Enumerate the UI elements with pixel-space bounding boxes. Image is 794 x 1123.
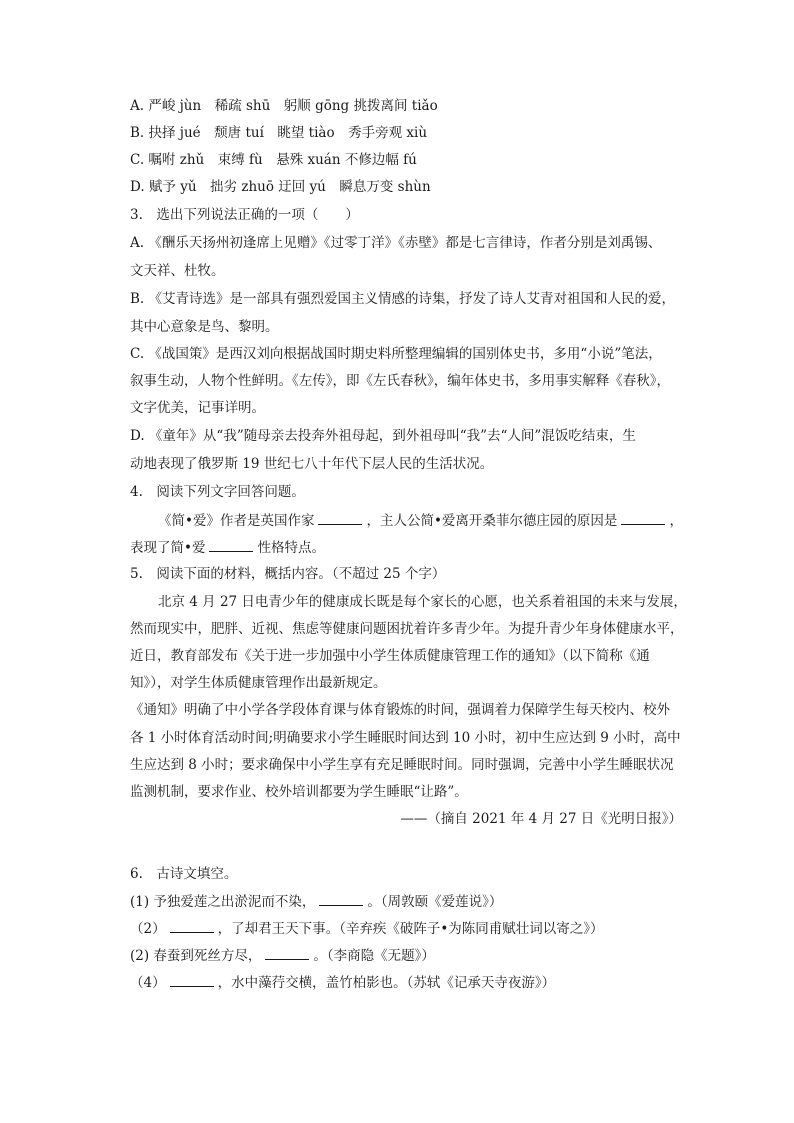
q5-stem: 5. 阅读下面的材料，概括内容。（不超过 25 个字） xyxy=(130,566,446,582)
q5-paragraph-line: 监测机制，要求作业、校外培训都要为学生睡眠“让路”。 xyxy=(130,784,468,800)
q2-option-d: D. 赋予 yǔ 拙劣 zhuō 迂回 yú 瞬息万变 shùn xyxy=(130,179,431,195)
q3-line: B. 《艾青诗选》是一部具有强烈爱国主义情感的诗集，抒发了诗人艾青对祖国和人民的爱， xyxy=(130,291,676,307)
q4-text: 《简•爱》作者是英国作家 xyxy=(158,513,315,529)
answer-blank[interactable] xyxy=(265,945,309,960)
q3-line: 其中心意象是鸟、黎明。 xyxy=(130,319,279,335)
q5-paragraph-line: 各 1 小时体育活动时间;明确要求小学生睡眠时间达到 10 小时，初中生应达到 9 小时，高中 xyxy=(130,730,681,746)
q5-paragraph-line: 然而现实中，肥胖、近视、焦虑等健康问题困扰着许多青少年。为提升青少年身体健康水平， xyxy=(130,621,684,637)
q6-item-1 xyxy=(130,891,502,912)
q6-text: (2) 春蚕到死丝方尽， xyxy=(130,948,262,964)
q3-stem: 3. 选出下列说法正确的一项（ ） xyxy=(130,207,359,223)
answer-blank[interactable] xyxy=(621,510,665,525)
q4-text: ， xyxy=(669,513,683,529)
q5-paragraph-line: 近日，教育部发布《关于进一步加强中小学生体质健康管理工作的通知》（以下简称《通 xyxy=(130,648,650,664)
answer-blank[interactable] xyxy=(170,972,214,987)
q3-line: A. 《酬乐天扬州初逢席上见赠》《过零丁洋》《赤壁》都是七言律诗，作者分别是刘禹锡、 xyxy=(130,235,662,251)
answer-blank[interactable] xyxy=(318,510,362,525)
q3-line: 叙事生动，人物个性鲜明。《左传》，即《左氏春秋》，编年体史书，多用事实解释《春秋》， xyxy=(130,373,670,389)
answer-blank[interactable] xyxy=(170,918,214,933)
answer-blank[interactable] xyxy=(319,891,363,906)
answer-blank[interactable] xyxy=(209,537,253,552)
q6-stem: 6. 古诗文填空。 xyxy=(130,866,238,882)
q6-text: （2） xyxy=(130,921,166,937)
q3-line: 文天祥、杜牧。 xyxy=(130,263,225,279)
q6-text: ，水中藻荇交横，盖竹柏影也。（苏轼《记承天寺夜游》） xyxy=(217,975,556,991)
q2-option-c: C. 嘱咐 zhǔ 束缚 fù 悬殊 xuán 不修边幅 fú xyxy=(130,152,417,168)
q3-line: 文字优美，记事详明。 xyxy=(130,400,265,416)
q4-text: 性格特点。 xyxy=(257,540,325,556)
q4-stem: 4. 阅读下列文字回答问题。 xyxy=(130,484,305,500)
q6-text: （4） xyxy=(130,975,166,991)
q6-text: 。（李商隐《无题》） xyxy=(313,948,435,964)
q3-line: C. 《战国策》是西汉刘向根据战国时期史料所整理编辑的国别体史书，多用“小说”笔法， xyxy=(130,346,662,362)
q5-paragraph-line: 知》），对学生体质健康管理作出最新规定。 xyxy=(130,675,387,691)
q6-text: 。（周敦颐《爱莲说》） xyxy=(367,894,503,910)
q6-text: ，了却君王天下事。（辛弃疾《破阵子•为陈同甫赋壮词以寄之》） xyxy=(217,921,604,937)
q6-text: (1) 予独爱莲之出淤泥而不染， xyxy=(130,894,316,910)
q2-option-a: A. 严峻 jùn 稀疏 shū 躬顺 gōng 挑拨离间 tiǎo xyxy=(130,98,438,114)
q4-line-2 xyxy=(130,537,325,558)
q5-paragraph-line: 生应达到 8 小时；要求确保中小学生享有充足睡眠时间。同时强调，完善中小学生睡眠状况 xyxy=(130,757,674,773)
q3-line: D. 《童年》从“我”随母亲去投奔外祖母起，到外祖母叫“我”去“人间”混饭吃结束，生 xyxy=(130,428,636,444)
q6-item-3 xyxy=(130,945,435,966)
q4-text: ，主人公简•爱离开桑菲尔德庄园的原因是 xyxy=(366,513,618,529)
q5-paragraph-line: 北京 4 月 27 日电青少年的健康成长既是每个家长的心愿，也关系着祖国的未来与发展， xyxy=(158,594,687,610)
q6-item-2 xyxy=(130,918,604,939)
q6-item-4 xyxy=(130,972,555,993)
q3-line: 动地表现了俄罗斯 19 世纪七八十年代下层人民的生活状况。 xyxy=(130,456,494,472)
q4-text: 表现了简•爱 xyxy=(130,540,206,556)
q5-paragraph-line: 《通知》明确了中小学各学段体育课与体育锻炼的时间，强调着力保障学生每天校内、校外 xyxy=(130,702,670,718)
q2-option-b: B. 抉择 jué 颓唐 tuí 眺望 tiào 秀手旁观 xiù xyxy=(130,125,428,141)
q4-line-1 xyxy=(158,510,683,531)
q5-source: ——（摘自 2021 年 4 月 27 日《光明日报》） xyxy=(400,811,682,827)
